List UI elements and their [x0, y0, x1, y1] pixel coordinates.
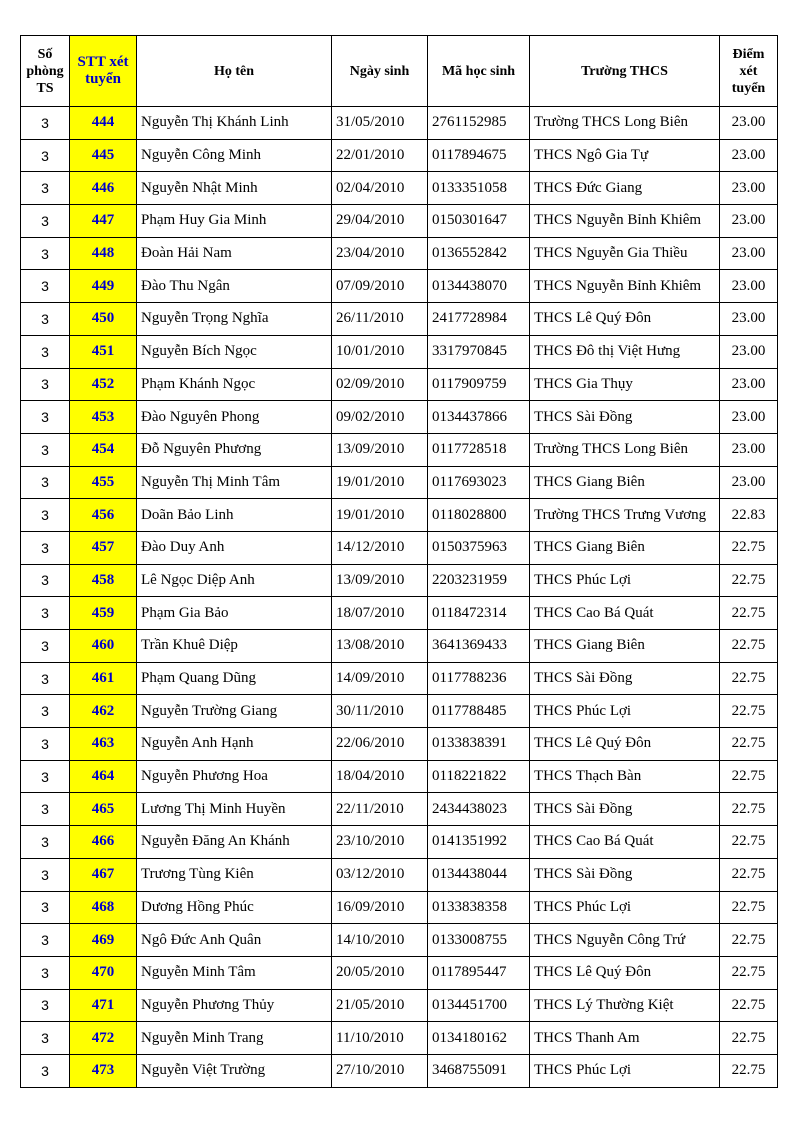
cell-room: 3 — [21, 303, 70, 336]
cell-stt: 469 — [70, 924, 137, 957]
cell-name: Nguyễn Đăng An Khánh — [137, 826, 332, 859]
cell-name: Đào Nguyên Phong — [137, 401, 332, 434]
cell-room: 3 — [21, 760, 70, 793]
cell-name: Lê Ngọc Diệp Anh — [137, 564, 332, 597]
cell-score: 22.75 — [720, 793, 778, 826]
table-row — [21, 205, 778, 238]
cell-school: THCS Sài Đồng — [530, 793, 720, 826]
cell-school: THCS Nguyễn Bỉnh Khiêm — [530, 205, 720, 238]
cell-score: 23.00 — [720, 335, 778, 368]
table-row — [21, 531, 778, 564]
table-row — [21, 1054, 778, 1087]
cell-score: 22.75 — [720, 760, 778, 793]
cell-school: THCS Nguyễn Bỉnh Khiêm — [530, 270, 720, 303]
cell-room: 3 — [21, 237, 70, 270]
cell-dob: 21/05/2010 — [332, 989, 428, 1022]
cell-school: THCS Lý Thường Kiệt — [530, 989, 720, 1022]
table-row — [21, 956, 778, 989]
cell-name: Đào Duy Anh — [137, 531, 332, 564]
cell-name: Ngô Đức Anh Quân — [137, 924, 332, 957]
cell-dob: 22/11/2010 — [332, 793, 428, 826]
cell-room: 3 — [21, 924, 70, 957]
cell-name: Phạm Huy Gia Minh — [137, 205, 332, 238]
cell-stt: 473 — [70, 1054, 137, 1087]
cell-room: 3 — [21, 826, 70, 859]
cell-school: THCS Phúc Lợi — [530, 891, 720, 924]
cell-name: Nguyễn Trường Giang — [137, 695, 332, 728]
cell-room: 3 — [21, 499, 70, 532]
cell-dob: 11/10/2010 — [332, 1022, 428, 1055]
table-row — [21, 826, 778, 859]
cell-stt: 470 — [70, 956, 137, 989]
cell-room: 3 — [21, 564, 70, 597]
cell-school: Trường THCS Trưng Vương — [530, 499, 720, 532]
cell-score: 23.00 — [720, 303, 778, 336]
cell-name: Đỗ Nguyên Phương — [137, 433, 332, 466]
cell-score: 22.75 — [720, 826, 778, 859]
cell-room: 3 — [21, 401, 70, 434]
table-row — [21, 466, 778, 499]
cell-school: THCS Giang Biên — [530, 531, 720, 564]
cell-room: 3 — [21, 107, 70, 140]
cell-room: 3 — [21, 172, 70, 205]
cell-name: Trương Tùng Kiên — [137, 858, 332, 891]
cell-dob: 14/10/2010 — [332, 924, 428, 957]
cell-name: Nguyễn Thị Khánh Linh — [137, 107, 332, 140]
cell-stt: 457 — [70, 531, 137, 564]
cell-dob: 18/07/2010 — [332, 597, 428, 630]
cell-stt: 459 — [70, 597, 137, 630]
cell-dob: 02/09/2010 — [332, 368, 428, 401]
table-row — [21, 858, 778, 891]
cell-score: 22.75 — [720, 1054, 778, 1087]
cell-student-id: 0117788485 — [428, 695, 530, 728]
cell-room: 3 — [21, 597, 70, 630]
cell-student-id: 0134438044 — [428, 858, 530, 891]
cell-school: THCS Phúc Lợi — [530, 564, 720, 597]
cell-name: Nguyễn Phương Thủy — [137, 989, 332, 1022]
cell-stt: 464 — [70, 760, 137, 793]
cell-student-id: 0150301647 — [428, 205, 530, 238]
header-stt: STT xét tuyển — [70, 36, 137, 107]
cell-school: THCS Sài Đồng — [530, 401, 720, 434]
cell-name: Doãn Bảo Linh — [137, 499, 332, 532]
cell-student-id: 0117894675 — [428, 139, 530, 172]
cell-score: 23.00 — [720, 172, 778, 205]
cell-school: THCS Đức Giang — [530, 172, 720, 205]
cell-dob: 26/11/2010 — [332, 303, 428, 336]
cell-dob: 13/09/2010 — [332, 564, 428, 597]
cell-room: 3 — [21, 858, 70, 891]
cell-dob: 09/02/2010 — [332, 401, 428, 434]
cell-dob: 13/09/2010 — [332, 433, 428, 466]
cell-student-id: 0134437866 — [428, 401, 530, 434]
cell-name: Nguyễn Phương Hoa — [137, 760, 332, 793]
cell-stt: 452 — [70, 368, 137, 401]
cell-stt: 444 — [70, 107, 137, 140]
cell-name: Lương Thị Minh Huyền — [137, 793, 332, 826]
cell-name: Nguyễn Minh Trang — [137, 1022, 332, 1055]
cell-student-id: 0117728518 — [428, 433, 530, 466]
cell-stt: 462 — [70, 695, 137, 728]
cell-stt: 455 — [70, 466, 137, 499]
cell-score: 22.75 — [720, 695, 778, 728]
cell-student-id: 0136552842 — [428, 237, 530, 270]
cell-room: 3 — [21, 662, 70, 695]
cell-name: Trần Khuê Diệp — [137, 630, 332, 663]
header-room: Số phòng TS — [21, 36, 70, 107]
cell-stt: 453 — [70, 401, 137, 434]
header-name: Họ tên — [137, 36, 332, 107]
cell-name: Nguyễn Bích Ngọc — [137, 335, 332, 368]
cell-stt: 472 — [70, 1022, 137, 1055]
cell-student-id: 0133351058 — [428, 172, 530, 205]
cell-school: THCS Đô thị Việt Hưng — [530, 335, 720, 368]
cell-student-id: 0133838358 — [428, 891, 530, 924]
cell-dob: 23/10/2010 — [332, 826, 428, 859]
table-row — [21, 335, 778, 368]
table-row — [21, 401, 778, 434]
cell-student-id: 0118221822 — [428, 760, 530, 793]
cell-room: 3 — [21, 793, 70, 826]
table-header-row — [21, 36, 778, 107]
cell-school: THCS Cao Bá Quát — [530, 826, 720, 859]
table-row — [21, 728, 778, 761]
table-row — [21, 139, 778, 172]
cell-student-id: 0118472314 — [428, 597, 530, 630]
table-row — [21, 793, 778, 826]
table-row — [21, 368, 778, 401]
admission-results-table — [20, 35, 778, 1088]
table-row — [21, 237, 778, 270]
cell-school: Trường THCS Long Biên — [530, 433, 720, 466]
cell-room: 3 — [21, 956, 70, 989]
cell-dob: 14/12/2010 — [332, 531, 428, 564]
cell-school: THCS Giang Biên — [530, 466, 720, 499]
cell-student-id: 0117693023 — [428, 466, 530, 499]
cell-room: 3 — [21, 205, 70, 238]
cell-room: 3 — [21, 1054, 70, 1087]
cell-dob: 29/04/2010 — [332, 205, 428, 238]
cell-stt: 458 — [70, 564, 137, 597]
cell-student-id: 0133008755 — [428, 924, 530, 957]
cell-score: 22.75 — [720, 858, 778, 891]
header-student-id: Mã học sinh — [428, 36, 530, 107]
cell-stt: 463 — [70, 728, 137, 761]
cell-score: 22.75 — [720, 891, 778, 924]
cell-score: 22.75 — [720, 956, 778, 989]
cell-school: THCS Nguyễn Công Trứ — [530, 924, 720, 957]
cell-school: THCS Sài Đồng — [530, 662, 720, 695]
cell-score: 23.00 — [720, 433, 778, 466]
cell-school: THCS Cao Bá Quát — [530, 597, 720, 630]
cell-score: 23.00 — [720, 401, 778, 434]
cell-name: Đoàn Hải Nam — [137, 237, 332, 270]
table-row — [21, 433, 778, 466]
cell-name: Phạm Khánh Ngọc — [137, 368, 332, 401]
cell-school: THCS Thạch Bàn — [530, 760, 720, 793]
cell-score: 22.75 — [720, 531, 778, 564]
cell-student-id: 2761152985 — [428, 107, 530, 140]
cell-dob: 22/01/2010 — [332, 139, 428, 172]
cell-name: Phạm Quang Dũng — [137, 662, 332, 695]
cell-score: 22.75 — [720, 728, 778, 761]
table-row — [21, 172, 778, 205]
cell-stt: 466 — [70, 826, 137, 859]
cell-room: 3 — [21, 368, 70, 401]
cell-name: Nguyễn Minh Tâm — [137, 956, 332, 989]
cell-score: 22.75 — [720, 662, 778, 695]
cell-dob: 18/04/2010 — [332, 760, 428, 793]
header-dob: Ngày sinh — [332, 36, 428, 107]
cell-room: 3 — [21, 466, 70, 499]
cell-name: Nguyễn Việt Trường — [137, 1054, 332, 1087]
table-row — [21, 1022, 778, 1055]
cell-dob: 23/04/2010 — [332, 237, 428, 270]
cell-student-id: 0141351992 — [428, 826, 530, 859]
cell-stt: 461 — [70, 662, 137, 695]
cell-score: 23.00 — [720, 368, 778, 401]
cell-school: THCS Gia Thụy — [530, 368, 720, 401]
cell-school: THCS Phúc Lợi — [530, 695, 720, 728]
table-row — [21, 564, 778, 597]
cell-student-id: 3317970845 — [428, 335, 530, 368]
cell-dob: 03/12/2010 — [332, 858, 428, 891]
cell-student-id: 0117909759 — [428, 368, 530, 401]
cell-name: Nguyễn Công Minh — [137, 139, 332, 172]
cell-school: THCS Lê Quý Đôn — [530, 956, 720, 989]
cell-score: 22.75 — [720, 630, 778, 663]
table-row — [21, 662, 778, 695]
cell-stt: 456 — [70, 499, 137, 532]
cell-student-id: 0118028800 — [428, 499, 530, 532]
cell-stt: 468 — [70, 891, 137, 924]
table-row — [21, 989, 778, 1022]
cell-stt: 465 — [70, 793, 137, 826]
table-row — [21, 499, 778, 532]
cell-dob: 27/10/2010 — [332, 1054, 428, 1087]
cell-dob: 16/09/2010 — [332, 891, 428, 924]
cell-stt: 460 — [70, 630, 137, 663]
cell-room: 3 — [21, 270, 70, 303]
cell-school: THCS Lê Quý Đôn — [530, 728, 720, 761]
cell-school: THCS Nguyễn Gia Thiều — [530, 237, 720, 270]
cell-name: Nguyễn Thị Minh Tâm — [137, 466, 332, 499]
cell-room: 3 — [21, 891, 70, 924]
cell-name: Nguyễn Trọng Nghĩa — [137, 303, 332, 336]
table-row — [21, 891, 778, 924]
cell-student-id: 0134451700 — [428, 989, 530, 1022]
cell-score: 23.00 — [720, 270, 778, 303]
table-row — [21, 760, 778, 793]
cell-student-id: 0150375963 — [428, 531, 530, 564]
cell-name: Phạm Gia Bảo — [137, 597, 332, 630]
cell-dob: 30/11/2010 — [332, 695, 428, 728]
cell-score: 23.00 — [720, 205, 778, 238]
cell-score: 22.75 — [720, 597, 778, 630]
cell-stt: 446 — [70, 172, 137, 205]
cell-name: Đào Thu Ngân — [137, 270, 332, 303]
cell-score: 22.83 — [720, 499, 778, 532]
cell-school: THCS Giang Biên — [530, 630, 720, 663]
cell-room: 3 — [21, 695, 70, 728]
cell-student-id: 0117788236 — [428, 662, 530, 695]
cell-dob: 02/04/2010 — [332, 172, 428, 205]
cell-stt: 450 — [70, 303, 137, 336]
cell-room: 3 — [21, 630, 70, 663]
cell-dob: 31/05/2010 — [332, 107, 428, 140]
cell-school: THCS Thanh Am — [530, 1022, 720, 1055]
table-row — [21, 630, 778, 663]
table-row — [21, 924, 778, 957]
cell-score: 23.00 — [720, 107, 778, 140]
table-body — [21, 107, 778, 1088]
cell-score: 23.00 — [720, 139, 778, 172]
cell-stt: 467 — [70, 858, 137, 891]
cell-score: 23.00 — [720, 237, 778, 270]
cell-room: 3 — [21, 531, 70, 564]
cell-stt: 445 — [70, 139, 137, 172]
cell-dob: 19/01/2010 — [332, 466, 428, 499]
cell-name: Nguyễn Nhật Minh — [137, 172, 332, 205]
header-school: Trường THCS — [530, 36, 720, 107]
cell-score: 22.75 — [720, 1022, 778, 1055]
table-row — [21, 597, 778, 630]
cell-student-id: 0133838391 — [428, 728, 530, 761]
cell-dob: 19/01/2010 — [332, 499, 428, 532]
cell-school: Trường THCS Long Biên — [530, 107, 720, 140]
cell-school: THCS Phúc Lợi — [530, 1054, 720, 1087]
cell-stt: 471 — [70, 989, 137, 1022]
cell-dob: 13/08/2010 — [332, 630, 428, 663]
cell-name: Nguyễn Anh Hạnh — [137, 728, 332, 761]
cell-room: 3 — [21, 1022, 70, 1055]
cell-student-id: 2203231959 — [428, 564, 530, 597]
cell-stt: 448 — [70, 237, 137, 270]
cell-student-id: 2417728984 — [428, 303, 530, 336]
cell-stt: 451 — [70, 335, 137, 368]
table-row — [21, 303, 778, 336]
cell-student-id: 3641369433 — [428, 630, 530, 663]
header-score: Điểm xét tuyển — [720, 36, 778, 107]
cell-student-id: 3468755091 — [428, 1054, 530, 1087]
cell-score: 22.75 — [720, 924, 778, 957]
cell-dob: 07/09/2010 — [332, 270, 428, 303]
table-row — [21, 695, 778, 728]
cell-stt: 447 — [70, 205, 137, 238]
table-row — [21, 107, 778, 140]
cell-room: 3 — [21, 139, 70, 172]
cell-room: 3 — [21, 728, 70, 761]
cell-dob: 10/01/2010 — [332, 335, 428, 368]
cell-room: 3 — [21, 989, 70, 1022]
cell-dob: 20/05/2010 — [332, 956, 428, 989]
cell-student-id: 0117895447 — [428, 956, 530, 989]
cell-dob: 22/06/2010 — [332, 728, 428, 761]
cell-score: 23.00 — [720, 466, 778, 499]
cell-dob: 14/09/2010 — [332, 662, 428, 695]
cell-school: THCS Sài Đồng — [530, 858, 720, 891]
cell-stt: 454 — [70, 433, 137, 466]
cell-student-id: 2434438023 — [428, 793, 530, 826]
cell-score: 22.75 — [720, 989, 778, 1022]
cell-room: 3 — [21, 335, 70, 368]
cell-student-id: 0134438070 — [428, 270, 530, 303]
cell-student-id: 0134180162 — [428, 1022, 530, 1055]
cell-room: 3 — [21, 433, 70, 466]
cell-school: THCS Lê Quý Đôn — [530, 303, 720, 336]
cell-school: THCS Ngô Gia Tự — [530, 139, 720, 172]
cell-name: Dương Hồng Phúc — [137, 891, 332, 924]
cell-score: 22.75 — [720, 564, 778, 597]
cell-stt: 449 — [70, 270, 137, 303]
table-row — [21, 270, 778, 303]
